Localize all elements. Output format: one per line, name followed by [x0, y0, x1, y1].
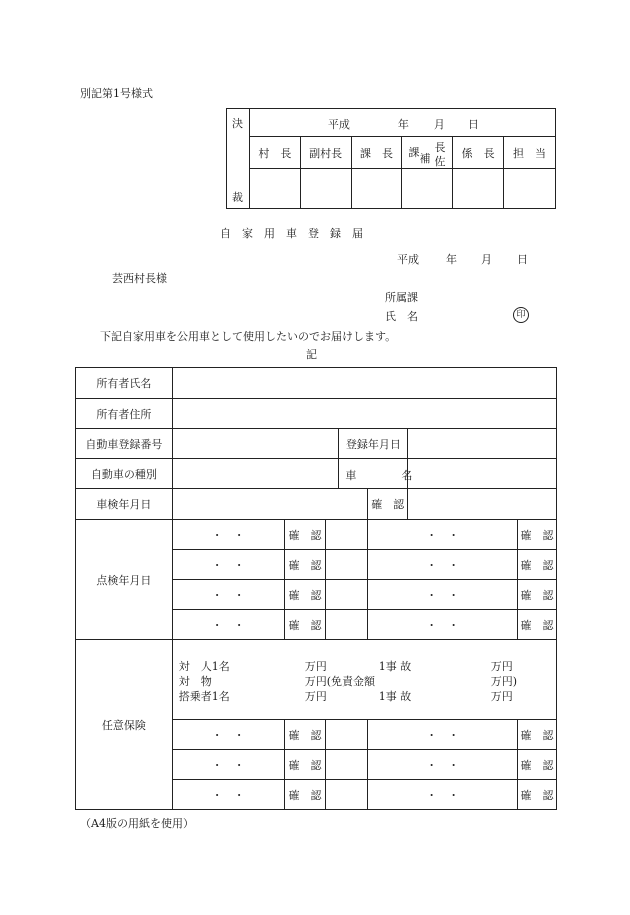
confirm-label: 確 認: [517, 750, 556, 780]
date-field: ・ ・: [172, 580, 284, 610]
role-section-chief: 課 長: [351, 137, 402, 169]
confirm-label: 確 認: [517, 610, 556, 640]
form-date-era: 平成: [397, 253, 419, 266]
confirm-value: [326, 580, 368, 610]
approval-table: [226, 108, 556, 209]
form-number: 別記第1号様式: [80, 87, 153, 100]
check-date-label: 点検年月日: [76, 520, 173, 640]
confirm-label: 確 認: [284, 520, 326, 550]
approval-left-bottom: 裁: [232, 191, 243, 204]
approval-side: [227, 109, 250, 209]
confirm-value: [326, 720, 368, 750]
date-field: ・ ・: [368, 780, 518, 810]
reg-number-value: [172, 429, 339, 459]
car-name-label: 車 名: [339, 459, 408, 489]
inspection-date-label: 車検年月日: [76, 489, 173, 520]
sign-cell: [300, 169, 351, 209]
date-field: ・ ・: [172, 610, 284, 640]
role-deputy-head: 副村長: [300, 137, 351, 169]
date-field: ・ ・: [172, 520, 284, 550]
form-date-day: 日: [517, 253, 528, 266]
date-field: ・ ・: [368, 610, 518, 640]
date-field: ・ ・: [368, 750, 518, 780]
form-date-year: 年: [446, 253, 457, 266]
dept-label: 所属課: [385, 291, 418, 304]
reg-date-label: 登録年月日: [339, 429, 408, 459]
sign-cell: [453, 169, 504, 209]
date-field: ・ ・: [172, 780, 284, 810]
car-type-value: [172, 459, 339, 489]
confirm-value: [326, 520, 368, 550]
confirm-label: 確 認: [517, 580, 556, 610]
role-deputy-chief: 課 長 補 佐: [402, 137, 453, 169]
confirm-label: 確 認: [517, 520, 556, 550]
approval-date-day: 日: [467, 118, 479, 131]
confirm-value: [326, 780, 368, 810]
form-date-month: 月: [481, 253, 492, 266]
approval-date-cell: [249, 109, 555, 137]
confirm-label: 確 認: [284, 550, 326, 580]
car-name-value: [408, 459, 557, 489]
date-field: ・ ・: [172, 550, 284, 580]
date-field: ・ ・: [368, 550, 518, 580]
reg-number-label: 自動車登録番号: [76, 429, 173, 459]
role-staff: 担 当: [504, 137, 556, 169]
addressee: 芸西村長様: [112, 272, 167, 285]
sign-cell: [249, 169, 300, 209]
role-village-head: 村 長: [249, 137, 300, 169]
registration-table: [75, 367, 557, 810]
reg-date-value: [408, 429, 557, 459]
car-type-label: 自動車の種別: [76, 459, 173, 489]
date-field: ・ ・: [172, 750, 284, 780]
approval-date-year: 年: [397, 118, 409, 131]
footnote: （A4版の用紙を使用）: [80, 817, 194, 830]
date-field: ・ ・: [368, 720, 518, 750]
approval-date-era: 平成: [327, 118, 350, 131]
confirm-value: [326, 610, 368, 640]
sign-cell: [504, 169, 556, 209]
date-field: ・ ・: [368, 580, 518, 610]
owner-name-label: 所有者氏名: [76, 368, 173, 399]
confirm-label: 確 認: [517, 780, 556, 810]
sign-cell: [402, 169, 453, 209]
approval-left-top: 決: [232, 117, 243, 130]
inspection-confirm-value: [408, 489, 557, 520]
confirm-value: [326, 750, 368, 780]
date-field: ・ ・: [172, 720, 284, 750]
inspection-date-value: [172, 489, 368, 520]
owner-address-label: 所有者住所: [76, 399, 173, 429]
confirm-label: 確 認: [517, 550, 556, 580]
inspection-confirm-label: 確 認: [368, 489, 408, 520]
date-field: ・ ・: [368, 520, 518, 550]
confirm-label: 確 認: [284, 580, 326, 610]
confirm-value: [326, 550, 368, 580]
confirm-label: 確 認: [284, 780, 326, 810]
confirm-label: 確 認: [284, 610, 326, 640]
confirm-label: 確 認: [517, 720, 556, 750]
insurance-label: 任意保険: [76, 640, 173, 810]
seal-mark: 印: [513, 307, 529, 323]
sign-cell: [351, 169, 402, 209]
name-label: 氏 名: [385, 310, 418, 323]
owner-name-value: [172, 368, 556, 399]
insurance-amounts: 対 人1名 万円 1事 故 万円 対 物 万円(免責金額 万円) 搭乗者1名 万円 1事 故 万円: [172, 640, 556, 720]
owner-address-value: [172, 399, 556, 429]
confirm-label: 確 認: [284, 720, 326, 750]
approval-date-month: 月: [433, 118, 445, 131]
form-title: 自 家 用 車 登 録 届: [220, 227, 363, 240]
ki-label: 記: [306, 348, 317, 361]
confirm-label: 確 認: [284, 750, 326, 780]
role-subsection-chief: 係 長: [453, 137, 504, 169]
body-text: 下記自家用車を公用車として使用したいのでお届けします。: [100, 330, 397, 343]
